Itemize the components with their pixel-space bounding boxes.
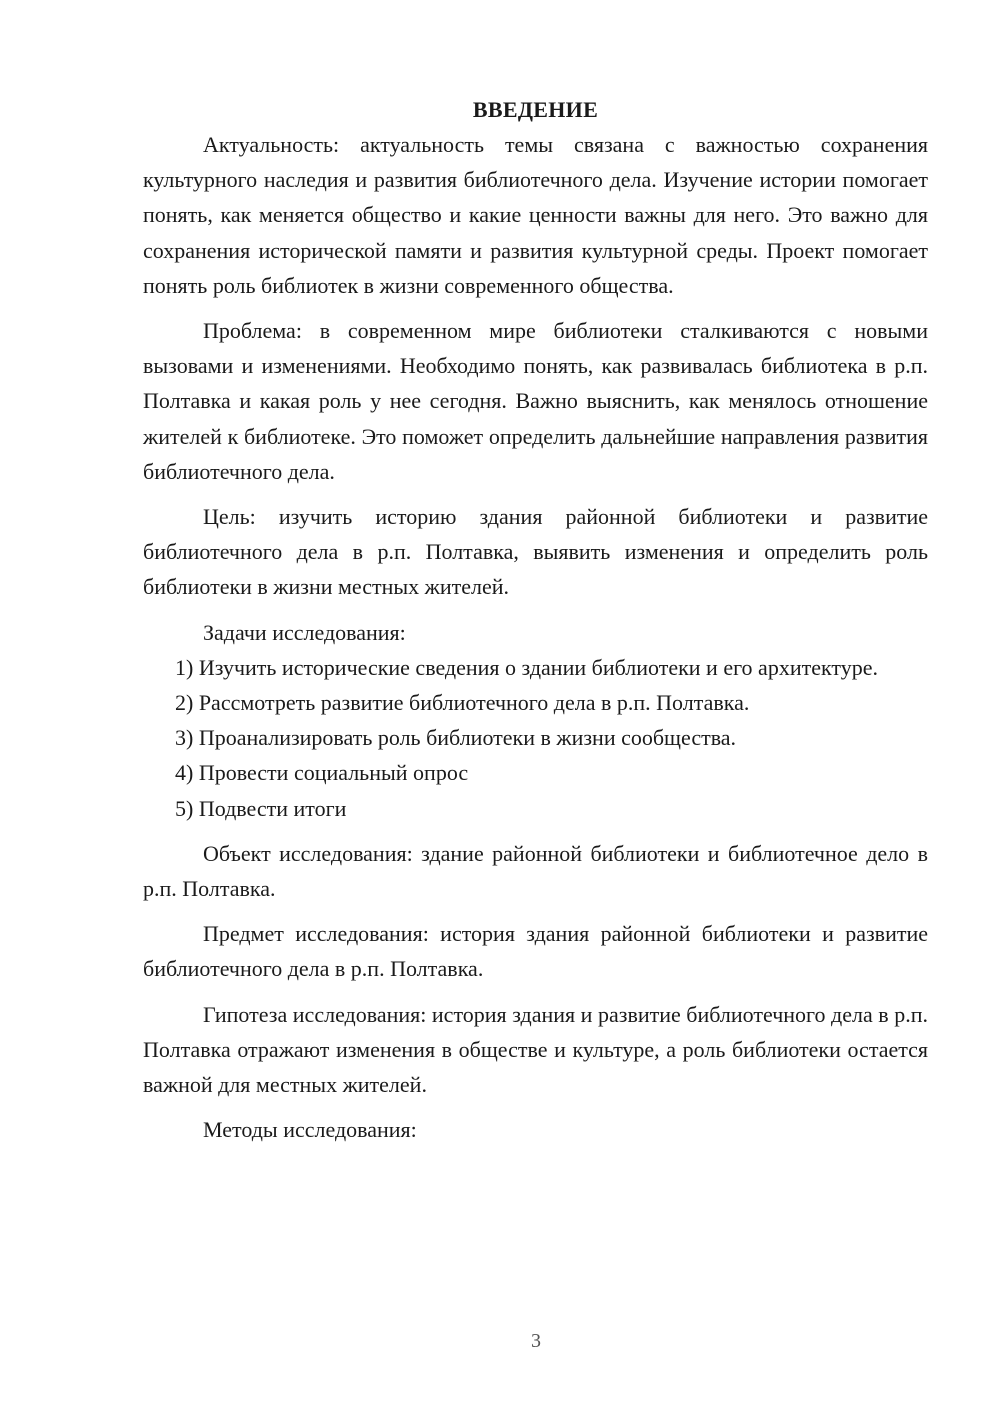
- document-page: [143, 92, 928, 1147]
- tasks-heading: Задачи исследования:: [203, 619, 406, 645]
- task-item-4: 4) Провести социальный опрос: [175, 760, 469, 786]
- methods-heading: Методы исследования:: [203, 1117, 417, 1143]
- subject-paragraph: Предмет исследования: история здания районной библиотеки и развитие библиотечного дела в р.п. Полтавка.: [143, 921, 928, 982]
- page-title: ВВЕДЕНИЕ: [472, 97, 599, 122]
- task-item-1: 1) Изучить исторические сведения о здании библиотеки и его архитектуре.: [175, 654, 878, 680]
- hypothesis-paragraph: Гипотеза исследования: история здания и развитие библиотечного дела в р.п. Полтавка отражают изменения в обществе и культуре, а роль библиотеки остается важной для местных жителей.: [143, 1001, 928, 1098]
- goal-paragraph: Цель: изучить историю здания районной библиотеки и развитие библиотечного дела в р.п. Полтавка, выявить изменения и определить роль библиотеки в жизни местных жителей.: [143, 504, 928, 600]
- task-item-2: 2) Рассмотреть развитие библиотечного дела в р.п. Полтавка.: [175, 690, 750, 716]
- relevance-paragraph: Актуальность: актуальность темы связана с важностью сохранения культурного наследия и развития библиотечного дела. Изучение истории помогает понять, как меняется общество и какие ценности важны для него. Это важно для сохранения исторической памяти и развития культурной среды. Проект помогает понять роль библиотек в жизни современного общества.: [143, 132, 928, 298]
- page-number: 3: [531, 1330, 541, 1352]
- object-paragraph: Объект исследования: здание районной библиотеки и библиотечное дело в р.п. Полтавка.: [143, 840, 928, 902]
- task-item-3: 3) Проанализировать роль библиотеки в жизни сообщества.: [175, 725, 737, 751]
- task-item-5: 5) Подвести итоги: [175, 795, 347, 821]
- problem-paragraph: Проблема: в современном мире библиотеки сталкиваются с новыми вызовами и изменениями. Необходимо понять, как развивалась библиотека в р.п. Полтавка и какая роль у нее сегодня. Важно выяснить, как менялось отношение жителей к библиотеке. Это поможет определить дальнейшие направления развития библиотечного дела.: [143, 318, 928, 484]
